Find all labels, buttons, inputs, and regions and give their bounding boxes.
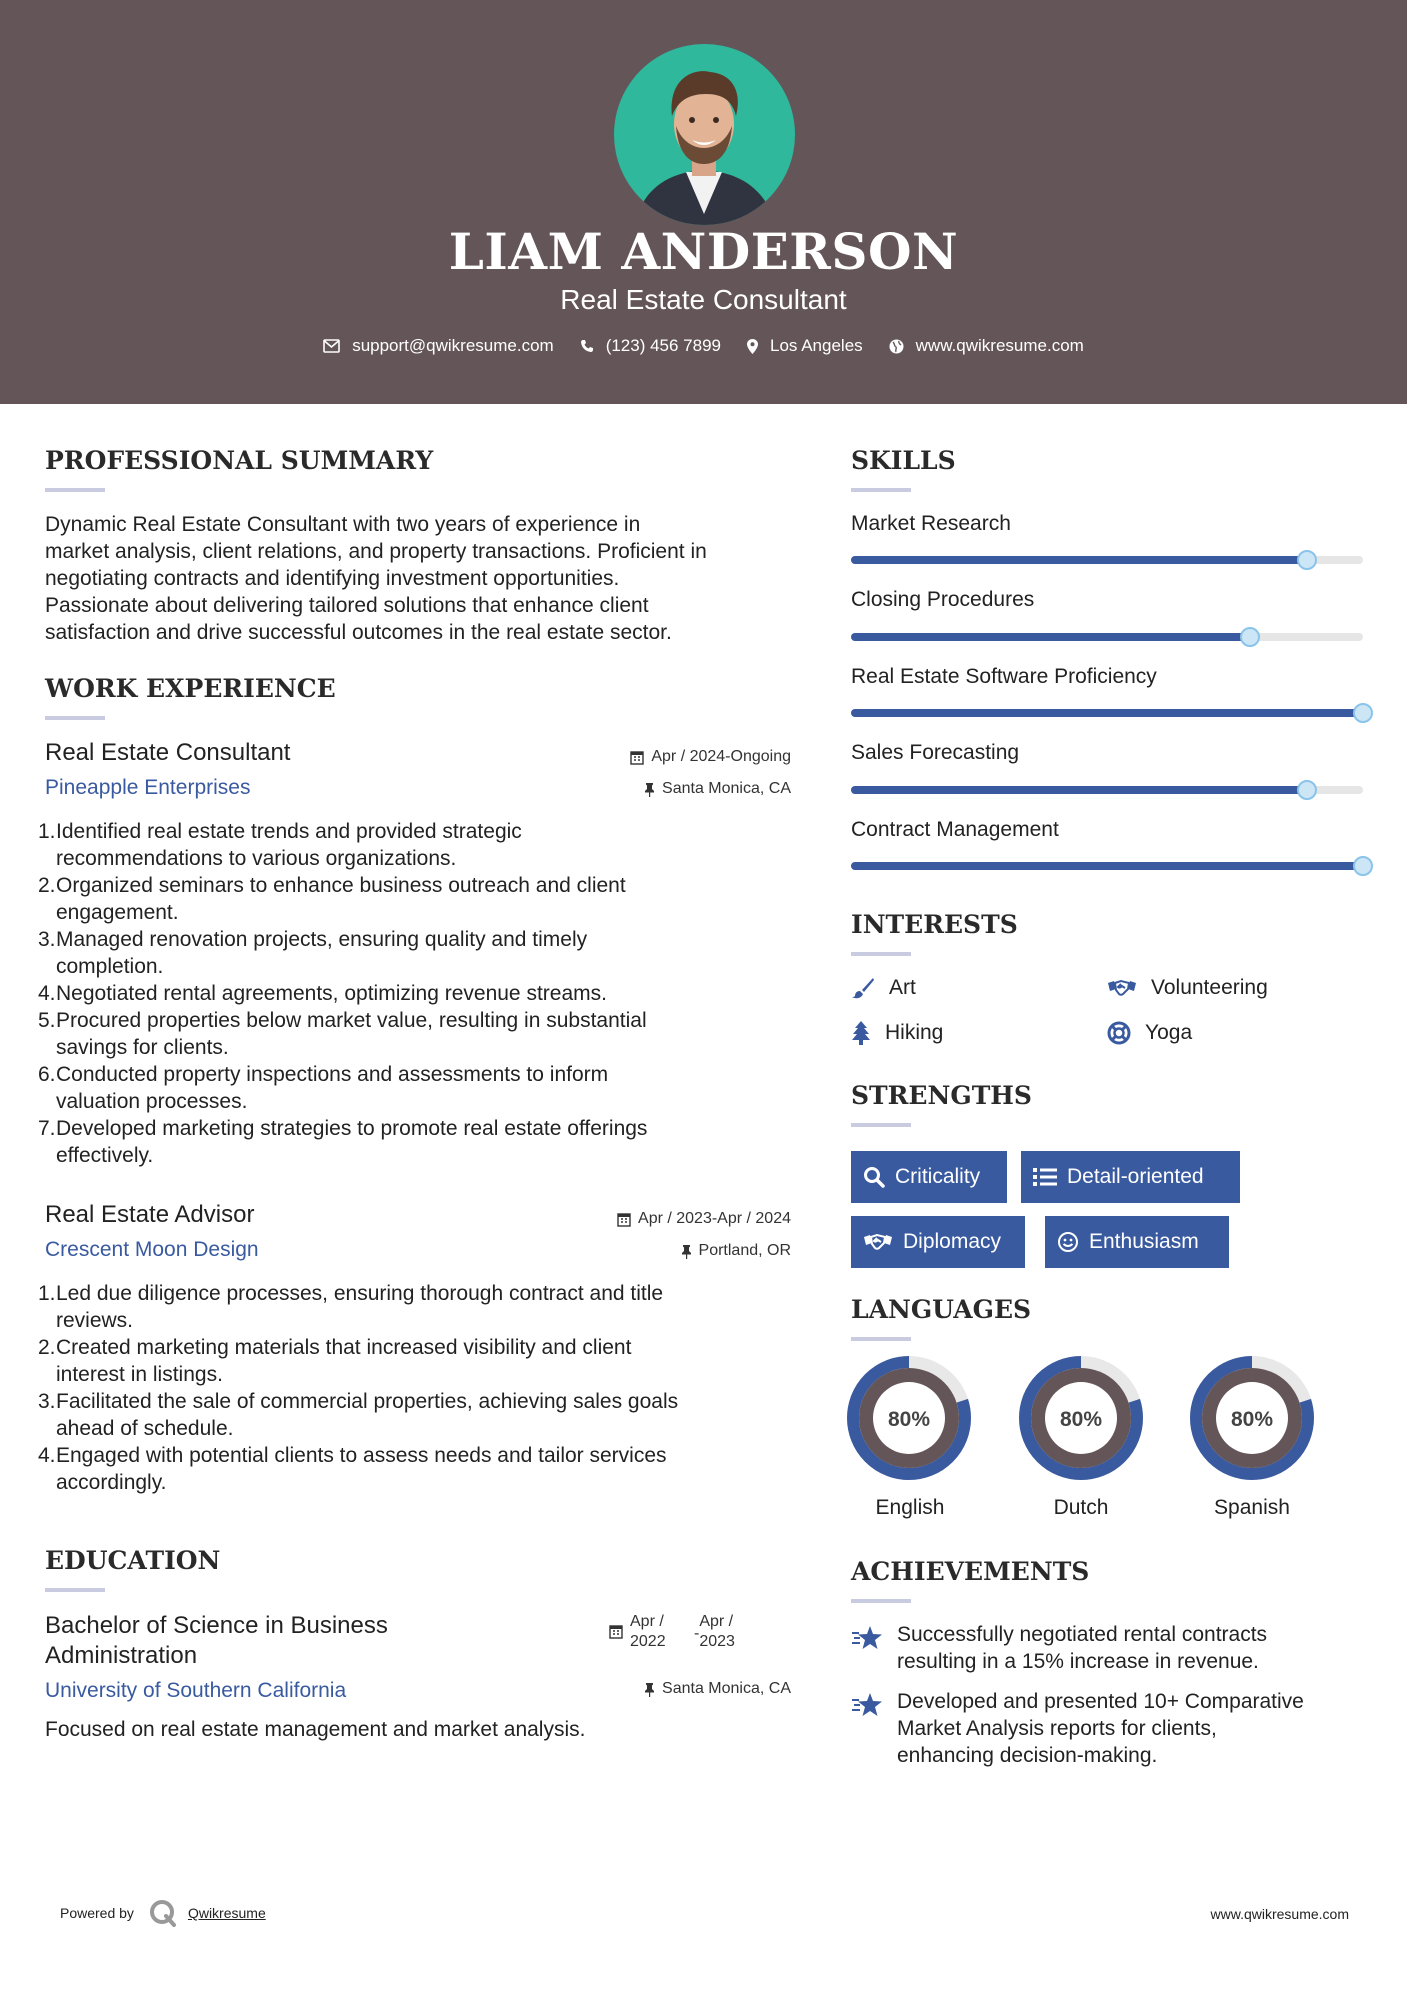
calendar-icon: [609, 1624, 623, 1639]
skill-bar-fill: [851, 862, 1363, 870]
list-item: 4. Engaged with potential clients to assess needs and tailor services accordingly.: [38, 1444, 667, 1494]
education-location-text: Santa Monica, CA: [662, 1680, 791, 1697]
list-item: 6. Conducted property inspections and assessments to inform valuation processes.: [38, 1063, 609, 1113]
skill-bar-fill: [851, 556, 1307, 564]
footer-powered-by: [60, 1898, 266, 1928]
strengths-heading-underline: [851, 1123, 911, 1127]
skill-bar[interactable]: [851, 709, 1363, 717]
star-icon: [851, 1625, 883, 1651]
language-gauge: [1190, 1356, 1314, 1485]
skill-bar-fill: [851, 786, 1307, 794]
experience-heading: WORK EXPERIENCE: [45, 674, 336, 703]
language-gauge: [847, 1356, 971, 1485]
list-icon: [1033, 1167, 1057, 1187]
degree-line: Bachelor of Science in Business: [45, 1612, 388, 1639]
map-pin-icon: [747, 339, 758, 354]
interest-item: [851, 1021, 943, 1045]
education-date: [609, 1612, 735, 1652]
globe-icon: [889, 339, 904, 354]
lifebuoy-icon: [1107, 1021, 1131, 1045]
calendar-icon: [630, 750, 644, 765]
skill-label: Contract Management: [851, 818, 1059, 841]
strength-label: Criticality: [895, 1165, 981, 1188]
language-percent: 80%: [1059, 1408, 1103, 1431]
achievements-heading: ACHIEVEMENTS: [851, 1557, 1090, 1586]
interest-item: [851, 976, 916, 1000]
interests-heading: INTERESTS: [851, 910, 1018, 939]
strength-chip: [851, 1216, 1025, 1268]
contact-location: [747, 336, 863, 356]
strength-chip: [851, 1151, 1007, 1203]
skill-label: Market Research: [851, 512, 1011, 535]
skill-bar[interactable]: [851, 862, 1363, 870]
skill-bar[interactable]: [851, 633, 1363, 641]
interest-item: [1107, 1021, 1192, 1045]
paintbrush-icon: [851, 977, 875, 999]
summary-heading-underline: [45, 488, 105, 492]
list-item: 3. Facilitated the sale of commercial properties, achieving sales goals ahead of schedule.: [38, 1390, 679, 1440]
job-title: Real Estate Consultant: [45, 739, 291, 766]
list-item: 1. Identified real estate trends and provided strategic recommendations to various organizations.: [38, 820, 522, 870]
handshake-icon: [1107, 978, 1137, 998]
strength-chip: [1045, 1216, 1229, 1268]
interest-label: Volunteering: [1151, 976, 1268, 999]
job-responsibilities: [38, 818, 808, 1169]
skill-bar-fill: [851, 709, 1363, 717]
contact-email[interactable]: [323, 336, 554, 356]
job-location-text: Portland, OR: [698, 1242, 791, 1259]
languages-heading-underline: [851, 1337, 911, 1341]
list-item: 7. Developed marketing strategies to promote real estate offerings effectively.: [38, 1117, 648, 1167]
list-item: 5. Procured properties below market value, resulting in substantial savings for clients.: [38, 1009, 647, 1059]
education-description: Focused on real estate management and market analysis.: [45, 1718, 586, 1741]
skill-label: Sales Forecasting: [851, 741, 1020, 764]
interest-label: Hiking: [885, 1021, 944, 1044]
education-date-start: Apr / 2022: [630, 1613, 666, 1650]
achievement-text: Developed and presented 10+ Comparative Market Analysis reports for clients, enhancing decision-making.: [897, 1690, 1304, 1767]
job-title: Real Estate Advisor: [45, 1201, 255, 1228]
skill-bar[interactable]: [851, 556, 1363, 564]
contact-phone-text: (123) 456 7899: [605, 336, 722, 355]
degree-title: [45, 1611, 388, 1671]
education-heading-underline: [45, 1588, 105, 1592]
skill-bar-knob[interactable]: [1240, 627, 1260, 647]
language-donut: [847, 1356, 971, 1480]
candidate-title: Real Estate Consultant: [560, 284, 847, 315]
contact-website[interactable]: [889, 336, 1084, 356]
language-donut: [1019, 1356, 1143, 1480]
skill-label: Closing Procedures: [851, 588, 1035, 611]
degree-line: Administration: [45, 1642, 198, 1669]
list-item: 2. Organized seminars to enhance business outreach and client engagement.: [38, 874, 626, 924]
interest-label: Yoga: [1145, 1021, 1193, 1044]
summary-line: Passionate about delivering tailored solutions that enhance client: [45, 594, 649, 617]
job-responsibilities: [38, 1280, 808, 1496]
summary-text: [45, 511, 805, 646]
education-heading: EDUCATION: [45, 1546, 221, 1575]
languages-heading: LANGUAGES: [851, 1295, 1032, 1324]
achievement-item: [851, 1621, 1267, 1675]
job-date: [617, 1210, 791, 1228]
envelope-icon: [323, 339, 340, 353]
footer-brand-link[interactable]: Qwikresume: [187, 1905, 266, 1921]
powered-by-text: Powered by: [60, 1905, 134, 1921]
language-percent: 80%: [887, 1408, 931, 1431]
star-icon: [851, 1692, 883, 1718]
list-item: 3. Managed renovation projects, ensuring quality and timely completion.: [38, 928, 588, 978]
resume-header: [0, 0, 1407, 404]
language-label: Spanish: [1214, 1496, 1290, 1519]
qwikresume-logo-icon: [148, 1898, 178, 1928]
strengths-heading: STRENGTHS: [851, 1081, 1032, 1110]
language-gauge: [1019, 1356, 1143, 1485]
skill-bar-knob[interactable]: [1297, 780, 1317, 800]
list-item: 1. Led due diligence processes, ensuring thorough contract and title reviews.: [38, 1282, 664, 1332]
skills-heading-underline: [851, 488, 911, 492]
achievement-text: Successfully negotiated rental contracts resulting in a 15% increase in revenue.: [897, 1623, 1268, 1673]
contact-website-text: www.qwikresume.com: [915, 336, 1084, 355]
language-label: English: [875, 1496, 945, 1519]
strength-label: Detail-oriented: [1067, 1165, 1204, 1188]
summary-heading: PROFESSIONAL SUMMARY: [45, 446, 434, 475]
candidate-name: LIAM ANDERSON: [448, 222, 959, 281]
pushpin-icon: [681, 1244, 692, 1259]
interests-heading-underline: [851, 952, 911, 956]
skill-bar[interactable]: [851, 786, 1363, 794]
strength-label: Diplomacy: [903, 1230, 1002, 1253]
achievements-heading-underline: [851, 1599, 911, 1603]
job-company[interactable]: Pineapple Enterprises: [45, 776, 251, 799]
strength-chip: [1021, 1151, 1240, 1203]
contact-phone[interactable]: [580, 336, 721, 356]
language-label: Dutch: [1053, 1496, 1109, 1519]
profile-photo: [614, 44, 795, 225]
list-item: 2. Created marketing materials that increased visibility and client interest in listings.: [38, 1336, 632, 1386]
contact-location-text: Los Angeles: [770, 336, 863, 355]
interest-item: [1107, 976, 1268, 1000]
skill-label: Real Estate Software Proficiency: [851, 665, 1157, 688]
education-date-separator: -: [694, 1625, 700, 1642]
skills-heading: SKILLS: [851, 446, 956, 475]
summary-line: satisfaction and drive successful outcomes in the real estate sector.: [45, 621, 672, 644]
pushpin-icon: [644, 1682, 655, 1697]
school-name[interactable]: University of Southern California: [45, 1679, 347, 1702]
job-date: [630, 748, 791, 766]
education-date-end: Apr / 2023: [699, 1613, 735, 1650]
job-company[interactable]: Crescent Moon Design: [45, 1238, 259, 1261]
contact-email-text: support@qwikresume.com: [352, 336, 554, 355]
smile-icon: [1057, 1231, 1079, 1253]
search-icon: [863, 1166, 885, 1188]
contact-bar: [0, 336, 1407, 356]
pushpin-icon: [644, 782, 655, 797]
phone-icon: [580, 339, 594, 353]
language-percent: 80%: [1230, 1408, 1274, 1431]
list-item: 4. Negotiated rental agreements, optimizing revenue streams.: [38, 982, 607, 1005]
education-location: [644, 1680, 791, 1698]
interest-label: Art: [889, 976, 916, 999]
skill-bar-knob[interactable]: [1353, 856, 1373, 876]
experience-heading-underline: [45, 716, 105, 720]
summary-line: market analysis, client relations, and property transactions. Proficient in: [45, 540, 707, 563]
skill-bar-knob[interactable]: [1297, 550, 1317, 570]
footer-website[interactable]: www.qwikresume.com: [1210, 1906, 1349, 1922]
job-date-text: Apr / 2024-Ongoing: [651, 748, 791, 765]
strength-label: Enthusiasm: [1089, 1230, 1199, 1253]
job-location-text: Santa Monica, CA: [662, 780, 791, 797]
skill-bar-knob[interactable]: [1353, 703, 1373, 723]
achievement-item: [851, 1688, 1304, 1769]
skill-bar-fill: [851, 633, 1250, 641]
job-location: [681, 1242, 791, 1260]
calendar-icon: [617, 1212, 631, 1227]
job-location: [644, 780, 791, 798]
handshake-icon: [863, 1232, 893, 1252]
language-donut: [1190, 1356, 1314, 1480]
summary-line: Dynamic Real Estate Consultant with two years of experience in: [45, 513, 641, 536]
tree-icon: [851, 1021, 871, 1045]
job-date-text: Apr / 2023-Apr / 2024: [638, 1210, 791, 1227]
summary-line: negotiating contracts and identifying investment opportunities.: [45, 567, 620, 590]
